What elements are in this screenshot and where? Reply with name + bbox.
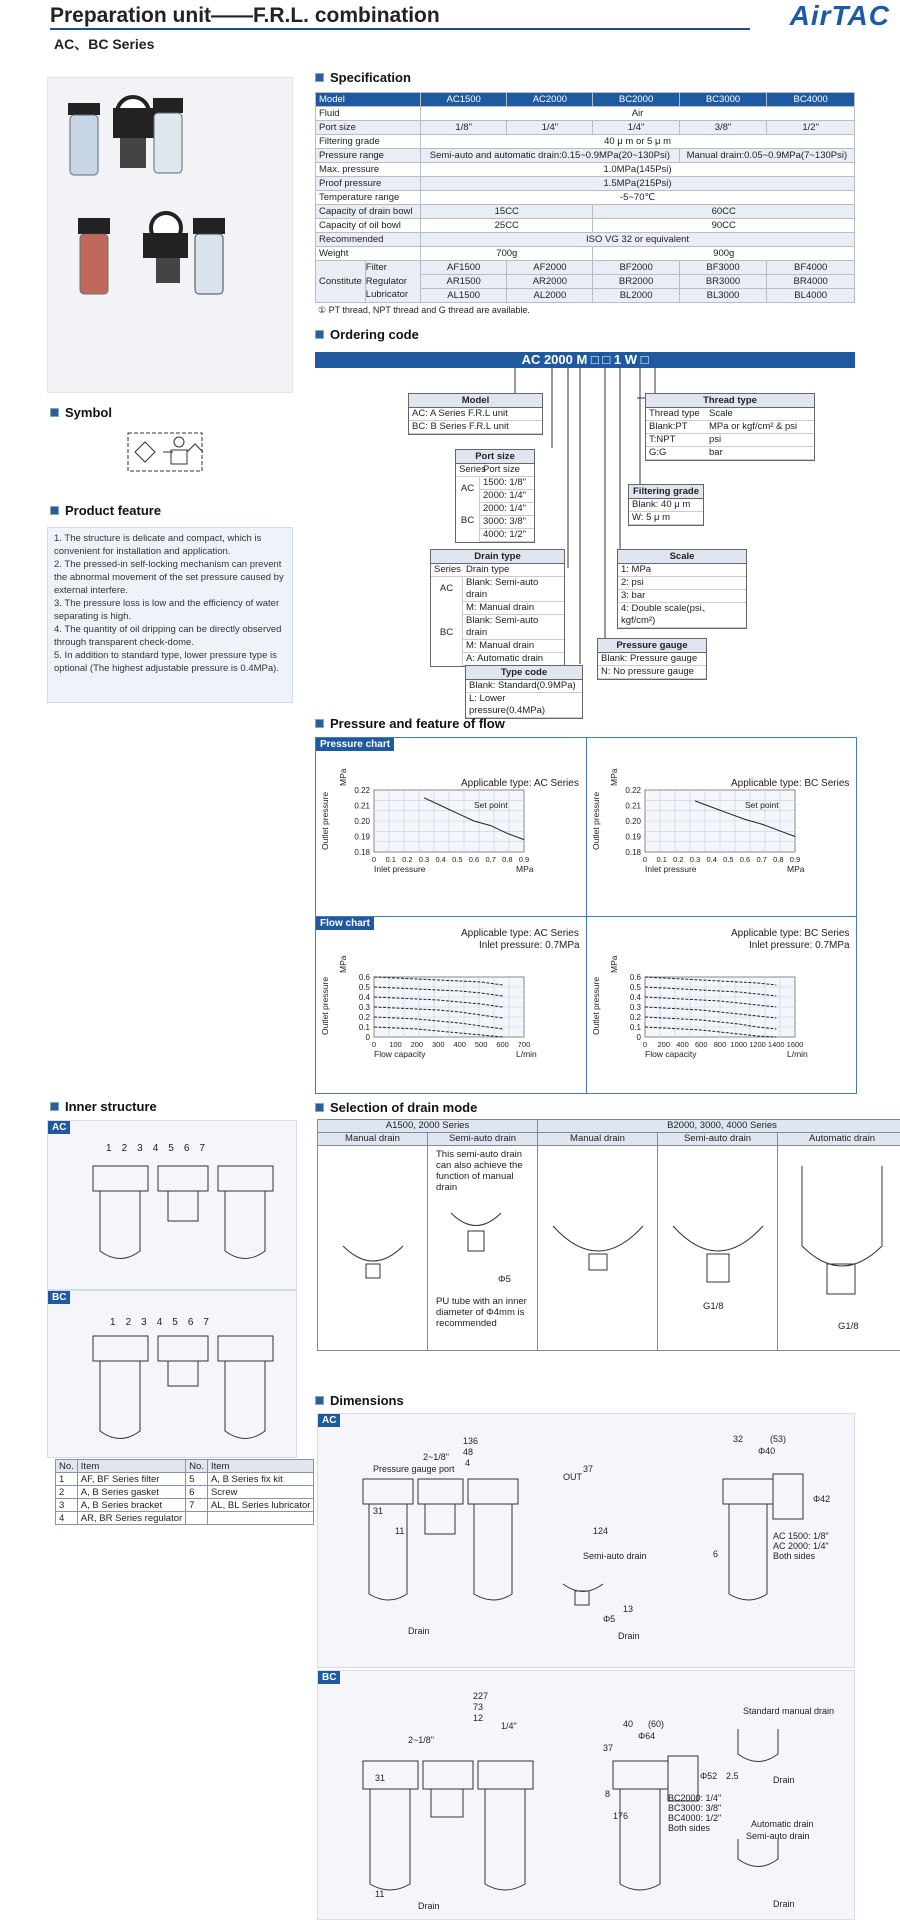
- x-tick-label: 0.5: [452, 855, 463, 864]
- inner-bc-drawing: [47, 1290, 297, 1458]
- x-axis-unit: MPa: [516, 864, 534, 874]
- table-row: Model AC1500 AC2000 BC2000 BC3000 BC4000: [316, 93, 855, 107]
- table-row: A1500, 2000 Series B2000, 3000, 4000 Series: [318, 1120, 900, 1133]
- pressure-chart-tag: Pressure chart: [316, 738, 394, 751]
- table-row: Recommended ISO VG 32 or equivalent: [316, 233, 855, 247]
- list-item: 2. The pressed-in self-locking mechanism can prevent the abnormal movement of the set pressure caused by external interfere.: [54, 559, 284, 596]
- pressure-chart-ac: [316, 738, 586, 913]
- list-item: 3. The pressure loss is low and the efficiency of water separating is high.: [54, 598, 280, 622]
- spec-note: ① PT thread, NPT thread and G thread are available.: [318, 305, 530, 315]
- x-tick-label: 300: [432, 1040, 445, 1049]
- x-tick-label: 400: [453, 1040, 466, 1049]
- x-tick-label: 0.7: [485, 855, 496, 864]
- x-tick-label: 0.7: [756, 855, 767, 864]
- x-tick-label: 200: [410, 1040, 424, 1049]
- x-tick-label: 0.4: [706, 855, 717, 864]
- list-item: 5. In addition to standard type, lower pressure type is optional (The highest adjustable pressure is 0.4MPa).: [54, 650, 279, 674]
- table-row: Max. pressure 1.0MPa(145Psi): [316, 163, 855, 177]
- y-tick-label: 0.19: [354, 832, 370, 842]
- y-axis-label: Outlet pressure: [591, 976, 601, 1035]
- page-title: Preparation unit——F.R.L. combination: [50, 4, 440, 27]
- y-tick-label: 0.5: [629, 983, 641, 992]
- x-tick-label: 0.6: [739, 855, 751, 864]
- set-point-label: Set point: [474, 800, 508, 810]
- semi-auto-note: This semi-auto drain can also achieve the function of manual drain: [436, 1149, 523, 1193]
- bc-flow-type: Applicable type: BC Series: [731, 928, 850, 939]
- ordering-heading: Ordering code: [315, 327, 419, 342]
- ac-inlet: Inlet pressure: 0.7MPa: [479, 940, 580, 951]
- y-tick-label: 0.3: [629, 1003, 641, 1012]
- table-row: Capacity of drain bowl 15CC 60CC: [316, 205, 855, 219]
- x-tick-label: 0: [642, 1040, 648, 1049]
- y-tick-label: 0.21: [625, 801, 641, 811]
- x-tick-label: 1200: [749, 1040, 766, 1049]
- table-row: 4 AR, BR Series regulator: [56, 1512, 314, 1525]
- port-size-box: Port size Series Port size AC 1500: 1/8" 2000: 1/4" BC 2000: 1/4" 3000: 3/8" 4000: 1/2": [455, 449, 535, 543]
- table-row: AL1500 AL2000 BL2000 BL3000 BL4000: [316, 289, 855, 303]
- bc-side-port-note: BC2000: 1/4" BC3000: 3/8" BC4000: 1/2" Both sides: [668, 1793, 722, 1833]
- pressure-chart-bc: [587, 738, 857, 913]
- y-tick-label: 0: [636, 1033, 641, 1042]
- brand-logo: AirTAC: [789, 0, 890, 31]
- ordering-code-bar: AC 2000 M □ □ 1 W □: [315, 352, 855, 368]
- x-tick-label: 0.8: [773, 855, 784, 864]
- thread-type-box: Thread type Thread type Scale Blank:PT MPa or kgf/cm² & psi T:NPT psi G:G bar: [645, 393, 815, 461]
- y-tick-label: 0.21: [354, 801, 370, 811]
- table-row: Port size 1/8" 1/4" 1/4" 3/8" 1/2": [316, 121, 855, 135]
- dimensions-bc-panel: BC 227 73 12 1/4" 2~1/8" 37 31 176 11 Drain 40 (60) Φ64 Φ52 8 BC2000: 1/4" BC3000: 3/8" BC4000: 1/2" Both sides Standard manual drain 2.5 Drain Automatic drain Semi-auto drain Drain: [317, 1670, 855, 1920]
- table-row: Filtering grade 40 μ m or 5 μ m: [316, 135, 855, 149]
- x-axis-label: Flow capacity: [645, 1049, 697, 1059]
- x-tick-label: 0.9: [789, 855, 801, 864]
- x-tick-label: 800: [713, 1040, 727, 1049]
- header-rule: [50, 28, 750, 30]
- x-axis-unit: MPa: [787, 864, 805, 874]
- table-row: 3 A, B Series bracket 7 AL, BL Series lubricator: [56, 1499, 314, 1512]
- part-numbers: 1 2 3 4 5 6 7: [106, 1143, 205, 1154]
- specification-heading: Specification: [315, 70, 411, 85]
- x-axis-label: Inlet pressure: [645, 864, 697, 874]
- chart-panel: [315, 737, 857, 1094]
- table-row: Fluid Air: [316, 107, 855, 121]
- y-tick-label: 0.1: [629, 1023, 641, 1032]
- table-row: Constitute Filter Regulator Lubricator AF1500 AF2000 BF2000 BF3000 BF4000: [316, 261, 855, 275]
- x-tick-label: 0.9: [518, 855, 530, 864]
- x-tick-label: 0.3: [418, 855, 430, 864]
- x-tick-label: 0.5: [723, 855, 734, 864]
- y-tick-label: 0.1: [358, 1023, 370, 1032]
- y-tick-label: 0.4: [358, 993, 370, 1002]
- drain-heading: Selection of drain mode: [315, 1100, 477, 1115]
- x-tick-label: 600: [496, 1040, 509, 1049]
- x-tick-label: 500: [474, 1040, 488, 1049]
- x-tick-label: 0: [371, 855, 377, 864]
- table-row: Proof pressure 1.5MPa(215Psi): [316, 177, 855, 191]
- scale-box: Scale 1: MPa 2: psi 3: bar 4: Double scale(psi、kgf/cm²): [617, 549, 747, 629]
- drain-type-box: Drain type Series Drain type AC Blank: Semi-auto drain M: Manual drain BC Blank: Semi-auto drain M: Manual drain A: Automatic drain: [430, 549, 565, 667]
- table-row: Capacity of oil bowl 25CC 90CC: [316, 219, 855, 233]
- y-axis-unit: MPa: [609, 768, 619, 786]
- table-row: Pressure range Semi-auto and automatic drain:0.15~0.9MPa(20~130Psi) Manual drain:0.05~0.9MPa(7~130Psi): [316, 149, 855, 163]
- y-tick-label: 0.19: [625, 832, 641, 842]
- part-numbers: 1 2 3 4 5 6 7: [110, 1317, 209, 1328]
- x-axis-unit: L/min: [787, 1049, 808, 1059]
- x-tick-label: 600: [694, 1040, 708, 1049]
- x-axis-label: Inlet pressure: [374, 864, 426, 874]
- type-code-box: Type code Blank: Standard(0.9MPa) L: Lower pressure(0.4MPa): [465, 665, 583, 719]
- y-tick-label: 0.4: [629, 993, 641, 1002]
- series-subtitle: AC、BC Series: [54, 36, 155, 52]
- x-tick-label: 0.2: [673, 855, 684, 864]
- model-box: Model AC: A Series F.R.L unit BC: B Series F.R.L unit: [408, 393, 543, 435]
- ac-side-port-note: AC 1500: 1/8" AC 2000: 1/4" Both sides: [773, 1531, 829, 1561]
- inner-bc-tag: BC: [48, 1291, 70, 1304]
- x-tick-label: 400: [676, 1040, 689, 1049]
- dims-bc-tag: BC: [318, 1671, 340, 1684]
- drain-mode-table: [317, 1119, 900, 1351]
- y-axis-label: Outlet pressure: [320, 791, 330, 850]
- y-tick-label: 0.20: [625, 817, 641, 826]
- y-tick-label: 0.18: [354, 848, 370, 857]
- x-tick-label: 0.6: [468, 855, 480, 864]
- symbol-heading: Symbol: [50, 405, 112, 420]
- table-row: 2 A, B Series gasket 6 Screw: [56, 1486, 314, 1499]
- pressure-gauge-box: Pressure gauge Blank: Pressure gauge N: No pressure gauge: [597, 638, 707, 680]
- flow-chart-bc: [587, 917, 857, 1092]
- feature-list: [47, 527, 293, 703]
- x-tick-label: 700: [517, 1040, 531, 1049]
- y-tick-label: 0.3: [358, 1003, 370, 1012]
- table-row: This semi-auto drain can also achieve the function of manual drain Φ5 PU tube with an inner diameter of Φ4mm is recommended G1/8 G1/8: [318, 1146, 900, 1351]
- filtering-grade-box: Filtering grade Blank: 40 μ m W: 5 μ m: [628, 484, 704, 526]
- flow-chart-ac: [316, 917, 586, 1092]
- flow-chart-tag: Flow chart: [316, 917, 374, 930]
- bc-inlet: Inlet pressure: 0.7MPa: [749, 940, 850, 951]
- list-item: 1. The structure is delicate and compact, which is convenient for installation and application.: [54, 533, 262, 557]
- ac-pressure-type: Applicable type: AC Series: [461, 778, 579, 789]
- x-tick-label: 200: [657, 1040, 671, 1049]
- y-tick-label: 0.22: [625, 786, 641, 795]
- x-tick-label: 0.2: [402, 855, 413, 864]
- x-tick-label: 100: [389, 1040, 402, 1049]
- x-tick-label: 0.4: [435, 855, 446, 864]
- ac-flow-type: Applicable type: AC Series: [461, 928, 579, 939]
- dims-ac-tag: AC: [318, 1414, 340, 1427]
- y-tick-label: 0.5: [358, 983, 370, 992]
- table-row: No. Item No. Item: [56, 1460, 314, 1473]
- x-tick-label: 0.8: [502, 855, 513, 864]
- y-axis-label: Outlet pressure: [320, 976, 330, 1035]
- x-axis-label: Flow capacity: [374, 1049, 426, 1059]
- inner-ac-tag: AC: [48, 1121, 70, 1134]
- pressure-flow-heading: Pressure and feature of flow: [315, 716, 505, 731]
- x-tick-label: 1600: [786, 1040, 804, 1049]
- table-row: Weight 700g 900g: [316, 247, 855, 261]
- y-tick-label: 0.6: [358, 973, 370, 982]
- inner-heading: Inner structure: [50, 1099, 157, 1114]
- y-axis-label: Outlet pressure: [591, 791, 601, 850]
- inner-items-table: [55, 1459, 314, 1525]
- x-tick-label: 1000: [730, 1040, 748, 1049]
- frl-symbol: [125, 430, 205, 475]
- y-axis-unit: MPa: [609, 955, 619, 973]
- x-tick-label: 0.1: [656, 855, 667, 864]
- y-axis-unit: MPa: [338, 768, 348, 786]
- dimensions-heading: Dimensions: [315, 1393, 404, 1408]
- list-item: 4. The quantity of oil dripping can be directly observed through transparent check-dome.: [54, 624, 282, 648]
- pu-tube-note: PU tube with an inner diameter of Φ4mm is recommended: [436, 1296, 527, 1329]
- specification-table: [315, 92, 855, 303]
- dimensions-ac-panel: AC 136 48 4 2~1/8" Pressure gauge port 37 31 11 124 OUT Drain Semi-auto drain Φ5 13 Drain 32 (53) Φ40 Φ42 AC 1500: 1/8" AC 2000: 1/4" Both sides 6: [317, 1413, 855, 1668]
- y-tick-label: 0.2: [629, 1013, 641, 1022]
- bc-pressure-type: Applicable type: BC Series: [731, 778, 850, 789]
- feature-heading: Product feature: [50, 503, 161, 518]
- y-tick-label: 0.18: [625, 848, 641, 857]
- x-tick-label: 0: [642, 855, 648, 864]
- table-row: AR1500 AR2000 BR2000 BR3000 BR4000: [316, 275, 855, 289]
- table-row: Manual drain Semi-auto drain Manual drain Semi-auto drain Automatic drain: [318, 1133, 900, 1146]
- table-row: 1 AF, BF Series filter 5 A, B Series fix kit: [56, 1473, 314, 1486]
- y-tick-label: 0: [365, 1033, 370, 1042]
- x-tick-label: 0: [371, 1040, 377, 1049]
- product-photo: [47, 77, 293, 393]
- y-tick-label: 0.6: [629, 973, 641, 982]
- y-tick-label: 0.20: [354, 817, 370, 826]
- set-point-label: Set point: [745, 800, 779, 810]
- x-tick-label: 0.3: [689, 855, 701, 864]
- y-tick-label: 0.2: [358, 1013, 370, 1022]
- x-tick-label: 1400: [767, 1040, 785, 1049]
- inner-ac-drawing: [47, 1120, 297, 1290]
- table-row: Temperature range -5~70℃: [316, 191, 855, 205]
- y-axis-unit: MPa: [338, 955, 348, 973]
- x-axis-unit: L/min: [516, 1049, 537, 1059]
- x-tick-label: 0.1: [385, 855, 396, 864]
- y-tick-label: 0.22: [354, 786, 370, 795]
